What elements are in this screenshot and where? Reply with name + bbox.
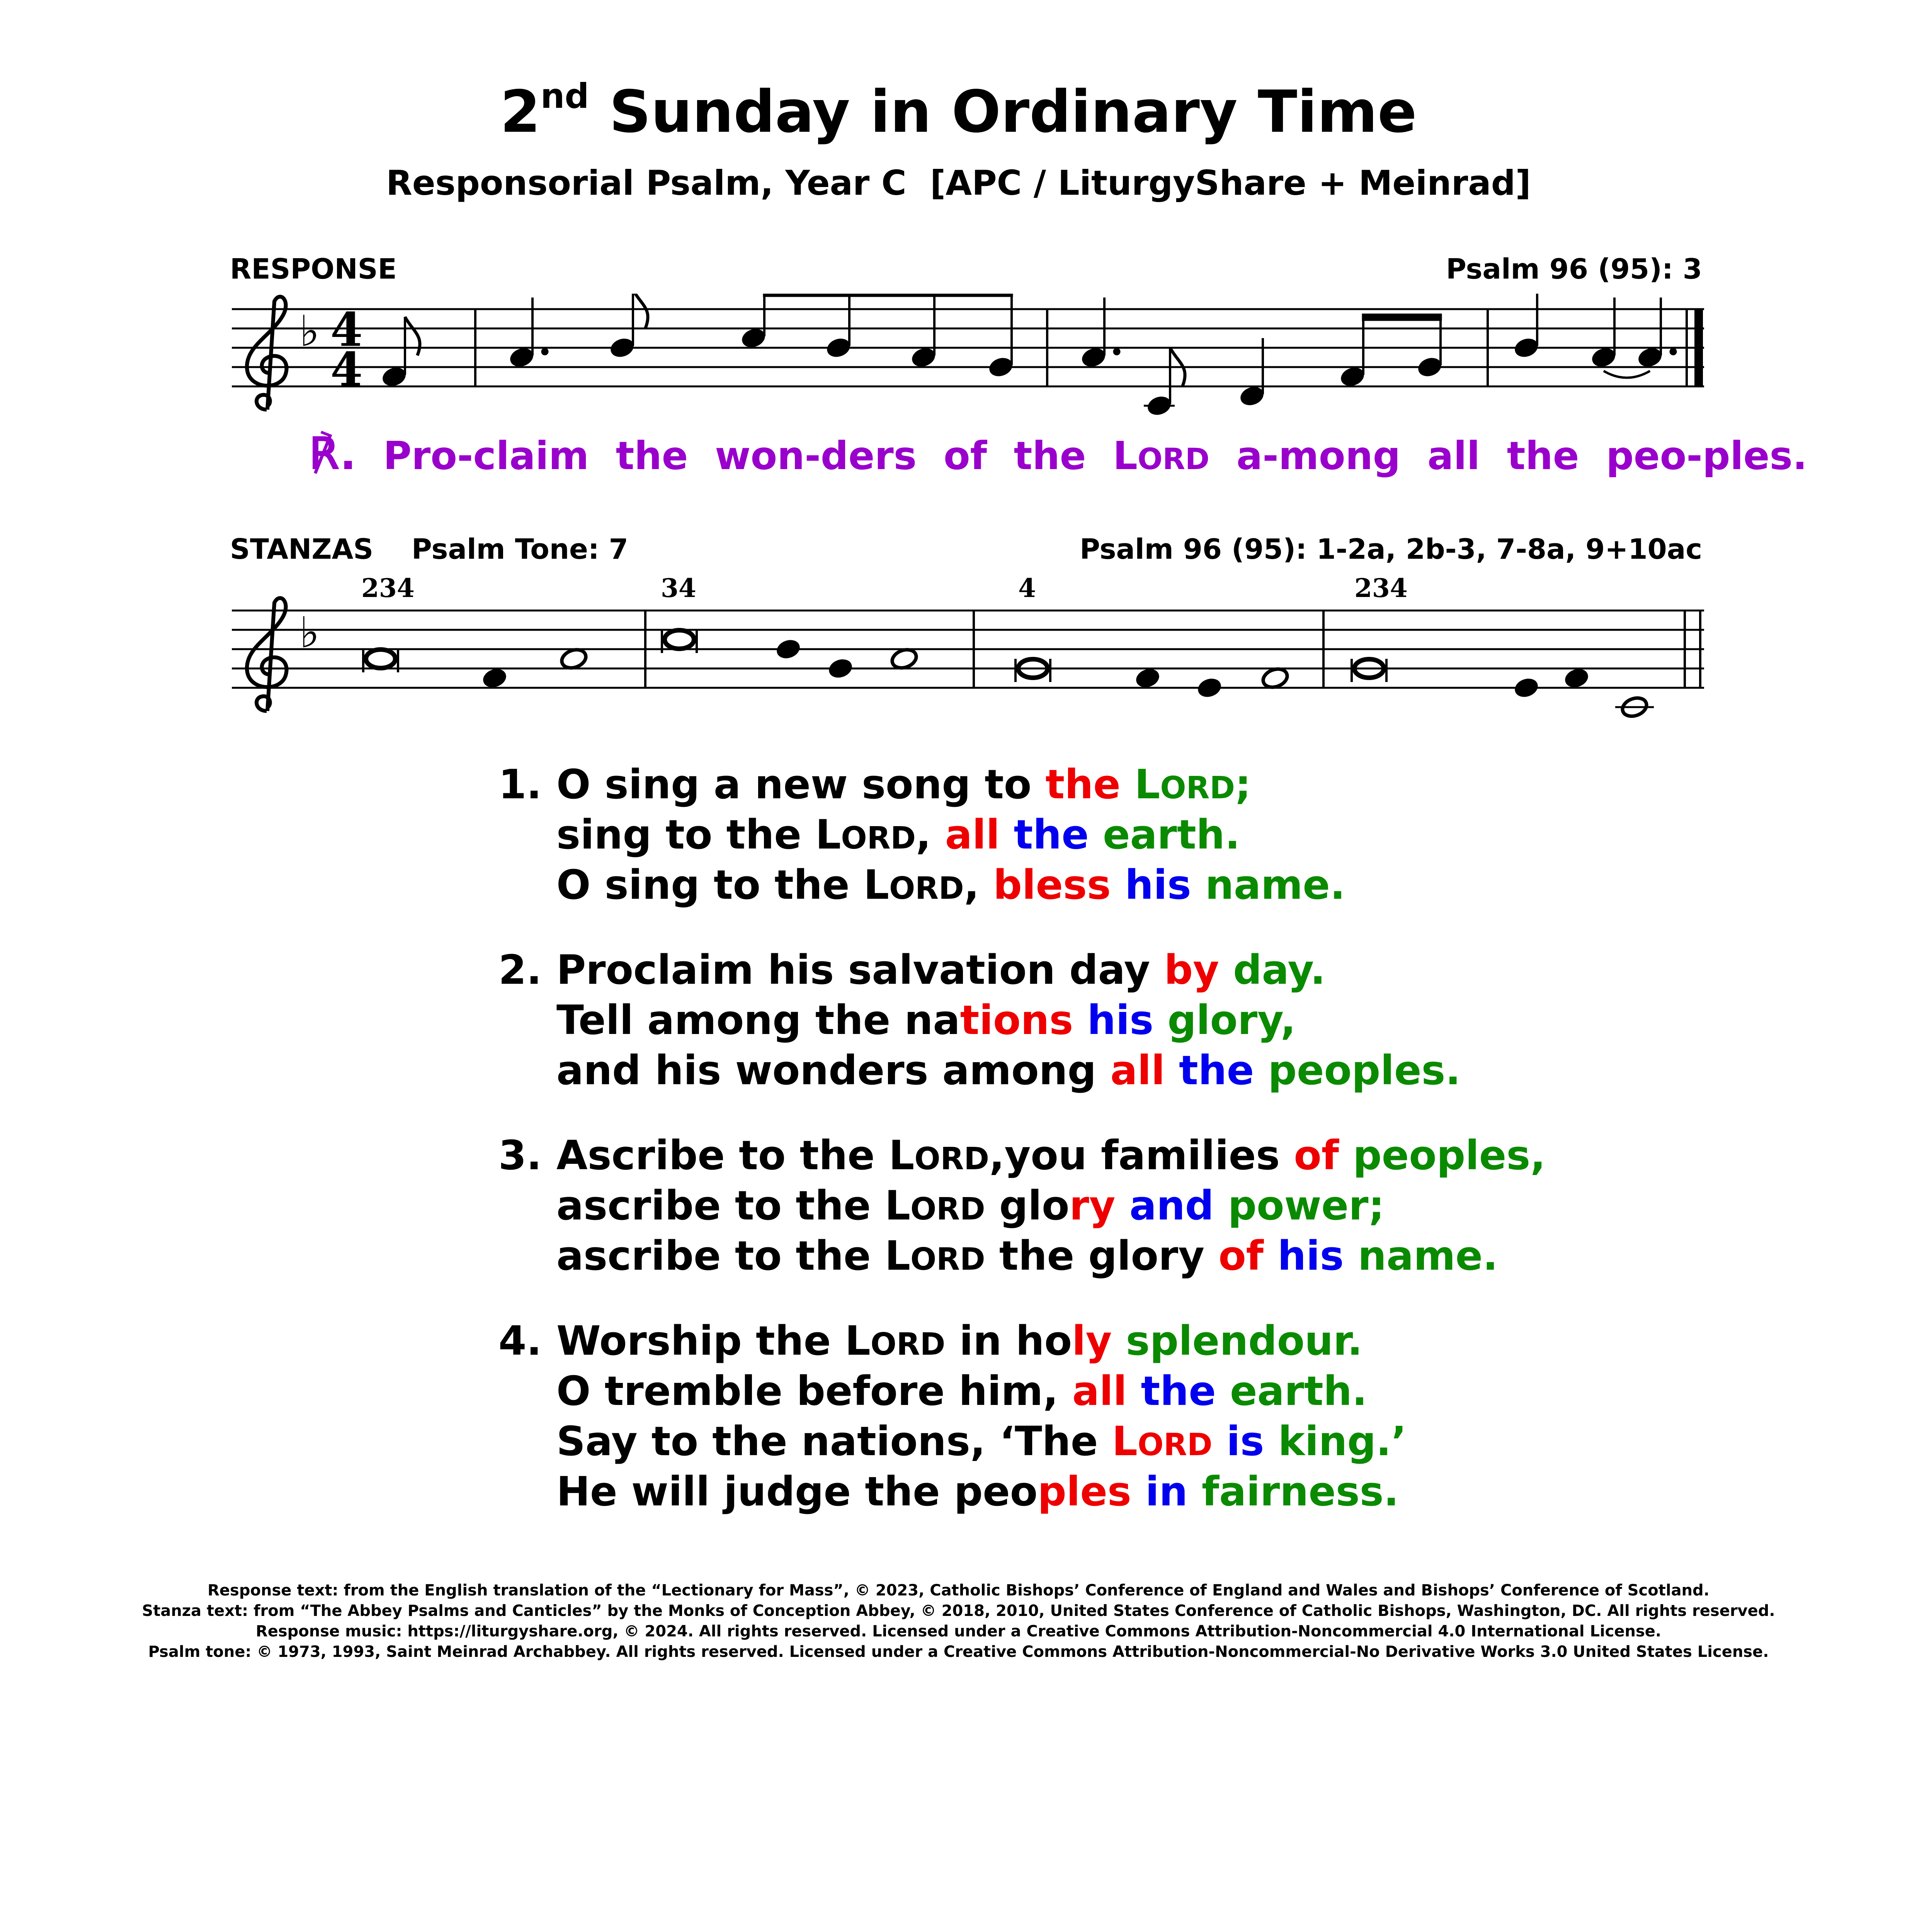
stanza-text: ,you families	[989, 1132, 1294, 1179]
stanza-text: O sing to the L	[556, 861, 889, 908]
stanza-text: glory,	[1167, 997, 1296, 1044]
stanza-2	[498, 945, 1461, 1095]
stanza-text: Proclaim his salvation day	[556, 946, 1164, 993]
stanza-line	[498, 1180, 1546, 1231]
stanza-text: the	[1141, 1367, 1230, 1415]
response-symbol: ℟.	[309, 429, 357, 480]
stanza-text: ORD	[910, 1242, 985, 1277]
stanza-text: peoples.	[1268, 1047, 1461, 1094]
stanza-text: the	[1014, 811, 1103, 858]
stanza-text: ,	[916, 811, 945, 858]
response-staff	[216, 294, 1708, 429]
stanza-text: fairness.	[1201, 1468, 1399, 1515]
page-subtitle: Responsorial Psalm, Year C [APC / LiturgyShare + Meinrad]	[386, 163, 1531, 203]
response-lyrics: ℟. Pro-claim the won-ders of the LORD a-mong all the peo-ples.	[309, 429, 1808, 480]
stanza-text: Worship the L	[556, 1317, 871, 1364]
stanza-text: by	[1164, 946, 1233, 993]
stanza-text: in ho	[945, 1317, 1072, 1364]
verse-marker: 234	[361, 576, 415, 603]
stanza-text: ORD	[889, 871, 964, 906]
stanza-text: ry	[1069, 1182, 1129, 1229]
stanzas-reference: Psalm 96 (95): 1-2a, 2b-3, 7-8a, 9+10ac	[1080, 533, 1702, 565]
stanza-number: 3.	[498, 1132, 542, 1179]
verse-marker: 4	[1018, 576, 1036, 603]
stanza-line	[498, 1045, 1461, 1095]
stanza-number: 1.	[498, 761, 542, 808]
stanza-line	[498, 1231, 1546, 1281]
footer-line: Response music: https://liturgyshare.org, © 2024. All rights reserved. Licensed under a Creative Commons Attribution-Noncommercial 4.0 International License.	[255, 1622, 1662, 1640]
stanza-text: ORD	[914, 1141, 989, 1177]
stanza-text: O tremble before him,	[556, 1367, 1072, 1415]
stanza-number: 2.	[498, 946, 542, 993]
verse-marker: 234	[1354, 576, 1408, 603]
stanza-text	[1213, 1418, 1226, 1465]
stanza-text: of	[1294, 1132, 1353, 1179]
stanza-text: king.’	[1278, 1418, 1407, 1465]
stanza-text: ascribe to the L	[556, 1182, 910, 1229]
stanza-line	[498, 1366, 1407, 1416]
stanza-line	[498, 759, 1345, 810]
stanza-text: ORD	[1137, 1427, 1213, 1463]
stanza-text: and	[1129, 1182, 1228, 1229]
stanza-number: 4.	[498, 1317, 542, 1364]
stanza-line	[498, 810, 1345, 860]
stanza-text: tions	[960, 997, 1087, 1044]
stanza-text: Ascribe to the L	[556, 1132, 915, 1179]
stanzas-label: STANZAS	[230, 533, 374, 565]
stanza-text: glo	[985, 1182, 1070, 1229]
stanza-text: is	[1226, 1418, 1278, 1465]
stanza-text: splendour.	[1126, 1317, 1363, 1364]
stanza-text: name.	[1357, 1232, 1498, 1279]
svg-text:♭: ♭	[299, 608, 320, 657]
stanza-text: the	[1179, 1047, 1268, 1094]
stanza-text: ascribe to the L	[556, 1232, 910, 1279]
verse-marker: 34	[661, 576, 696, 603]
svg-text:4: 4	[330, 342, 363, 397]
copyright-footer	[0, 1580, 1917, 1662]
footer-line: Psalm tone: © 1973, 1993, Saint Meinrad Archabbey. All rights reserved. Licensed under a Creative Commons Attribution-Noncommercial-No Derivative Works 3.0 United States License.	[148, 1643, 1769, 1661]
stanza-text: O sing a new song to	[556, 761, 1046, 808]
stanza-text: day.	[1233, 946, 1326, 993]
stanza-text: L	[1135, 761, 1160, 808]
stanza-text: ORD	[870, 1327, 946, 1362]
stanza-text: the	[1045, 761, 1135, 808]
stanza-text: the glory	[985, 1232, 1219, 1279]
stanza-text: in	[1145, 1468, 1202, 1515]
stanza-line	[498, 1130, 1546, 1180]
stanza-text: ORD	[1160, 770, 1235, 806]
stanza-text: ,	[964, 861, 993, 908]
stanza-text: of	[1218, 1232, 1278, 1279]
svg-text:♭: ♭	[299, 306, 320, 356]
stanza-text: ly	[1072, 1317, 1126, 1364]
stanza-1	[498, 759, 1345, 910]
stanza-line	[498, 995, 1461, 1045]
page-title: 2nd Sunday in Ordinary Time	[500, 76, 1417, 146]
stanza-text: all	[1072, 1367, 1141, 1415]
stanza-text: earth.	[1102, 811, 1240, 858]
response-reference: Psalm 96 (95): 3	[1446, 253, 1702, 285]
stanza-text: He will judge the peo	[556, 1468, 1038, 1515]
stanza-line	[498, 860, 1345, 910]
stanza-text: ORD	[841, 820, 916, 856]
footer-line: Response text: from the English translation of the “Lectionary for Mass”, © 2023, Catholic Bishops’ Conference of England and Wales and Bishops’ Conference of Scotland.	[208, 1582, 1709, 1599]
stanza-text: peoples,	[1353, 1132, 1546, 1179]
stanza-text: ples	[1038, 1468, 1146, 1515]
stanza-text: all	[945, 811, 1014, 858]
stanza-line	[498, 945, 1461, 995]
stanza-text: and his wonders among	[556, 1047, 1111, 1094]
stanza-line	[498, 1466, 1407, 1517]
stanza-4	[498, 1316, 1407, 1517]
stanza-text: Tell among the na	[556, 997, 960, 1044]
psalm-tone-label: Psalm Tone: 7	[412, 533, 628, 565]
stanza-text: his	[1277, 1232, 1358, 1279]
stanza-text: earth.	[1230, 1367, 1368, 1415]
stanza-text: Say to the nations, ‘The	[556, 1418, 1112, 1465]
footer-line: Stanza text: from “The Abbey Psalms and Canticles” by the Monks of Conception Abbey, © 2018, 2010, United States Conference of Catholic Bishops, Washington, DC. All rights reserved.	[142, 1602, 1775, 1620]
stanza-text: power;	[1228, 1182, 1385, 1229]
stanza-text: his	[1087, 997, 1168, 1044]
stanza-text: name.	[1205, 861, 1345, 908]
svg-text:4: 4	[330, 303, 363, 357]
response-label: RESPONSE	[230, 253, 397, 285]
stanza-text: L	[1112, 1418, 1138, 1465]
stanza-text: ORD	[910, 1191, 985, 1227]
stanza-text: bless	[993, 861, 1125, 908]
stanza-text: sing to the L	[556, 811, 841, 858]
stanza-text: all	[1110, 1047, 1179, 1094]
stanza-text: his	[1125, 861, 1205, 908]
stanza-line	[498, 1416, 1407, 1466]
stanza-line	[498, 1316, 1407, 1366]
stanza-text: ;	[1235, 761, 1251, 808]
psalm-tone-staff	[216, 576, 1708, 719]
stanza-3	[498, 1130, 1546, 1281]
